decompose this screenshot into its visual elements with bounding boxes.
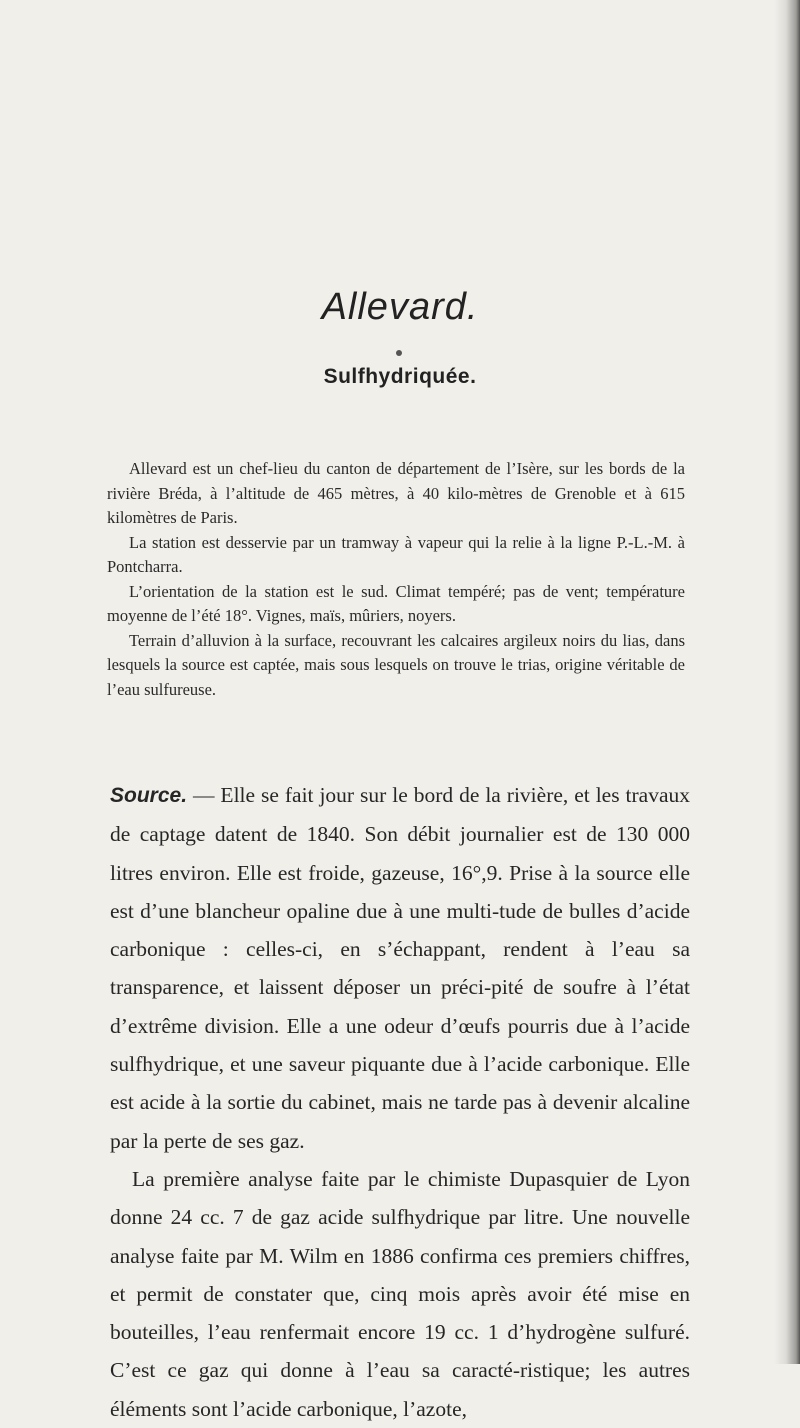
source-section: [110, 776, 690, 1428]
intro-paragraph: La station est desservie par un tramway à vapeur qui la relie à la ligne P.-L.-M. à Pontcharra.: [107, 532, 685, 576]
intro-paragraph: Allevard est un chef-lieu du canton de département de l’Isère, sur les bords de la rivière Bréda, à l’altitude de 465 mètres, à 40 kilo-mètres de Grenoble et à 615 kilomètres de Paris.: [107, 459, 685, 527]
page-subtitle: Sulfhydriquée.: [323, 365, 477, 388]
intro-paragraph: L’orientation de la station est le sud. Climat tempéré; pas de vent; température moyenne de l’été 18°. Vignes, maïs, mûriers, noyers.: [107, 581, 685, 625]
analysis-paragraph: La première analyse faite par le chimiste Dupasquier de Lyon donne 24 cc. 7 de gaz acide sulfhydrique par litre. Une nouvelle analyse faite par M. Wilm en 1886 confirma ces premiers chiffres, et permit de constater que, cinq mois après avoir été mise en bouteilles, l’eau renfermait encore 19 cc. 1 d’hydrogène sulfuré. C’est ce gaz qui donne à l’eau sa caracté-ristique; les autres éléments sont l’acide carbonique, l’azote,: [110, 1166, 690, 1421]
intro-paragraph: Terrain d’alluvion à la surface, recouvrant les calcaires argileux noirs du lias, dans lesquels la source est captée, mais sous lesquels on trouve le trias, origine véritable de l’eau sulfureuse.: [107, 630, 685, 699]
page-title: Allevard.: [321, 286, 479, 328]
source-text: — Elle se fait jour sur le bord de la rivière, et les travaux de captage datent de 1840. Son débit journalier est de 130 000 litres environ. Elle est froide, gazeuse, 16°,9. Prise à la source elle est d’une blancheur opaline due à une multi-tude de bulles d’acide carbonique : celles-ci, en s’échappant, rendent à l’eau sa transparence, et laissent déposer un préci-pité de soufre à l’état d’extrême division. Elle a une odeur d’œufs pourris due à l’acide sulfhydrique, et une saveur piquante due à l’acide carbonique. Elle est acide à la sortie du cabinet, mais ne tarde pas à devenir alcaline par la perte de ses gaz.: [110, 783, 690, 1153]
page-edge-shadow: [774, 0, 800, 1364]
ornament-dot: [396, 350, 402, 356]
source-paragraph: [110, 776, 690, 1160]
intro-section: [107, 457, 685, 702]
source-heading: Source.: [110, 784, 188, 807]
